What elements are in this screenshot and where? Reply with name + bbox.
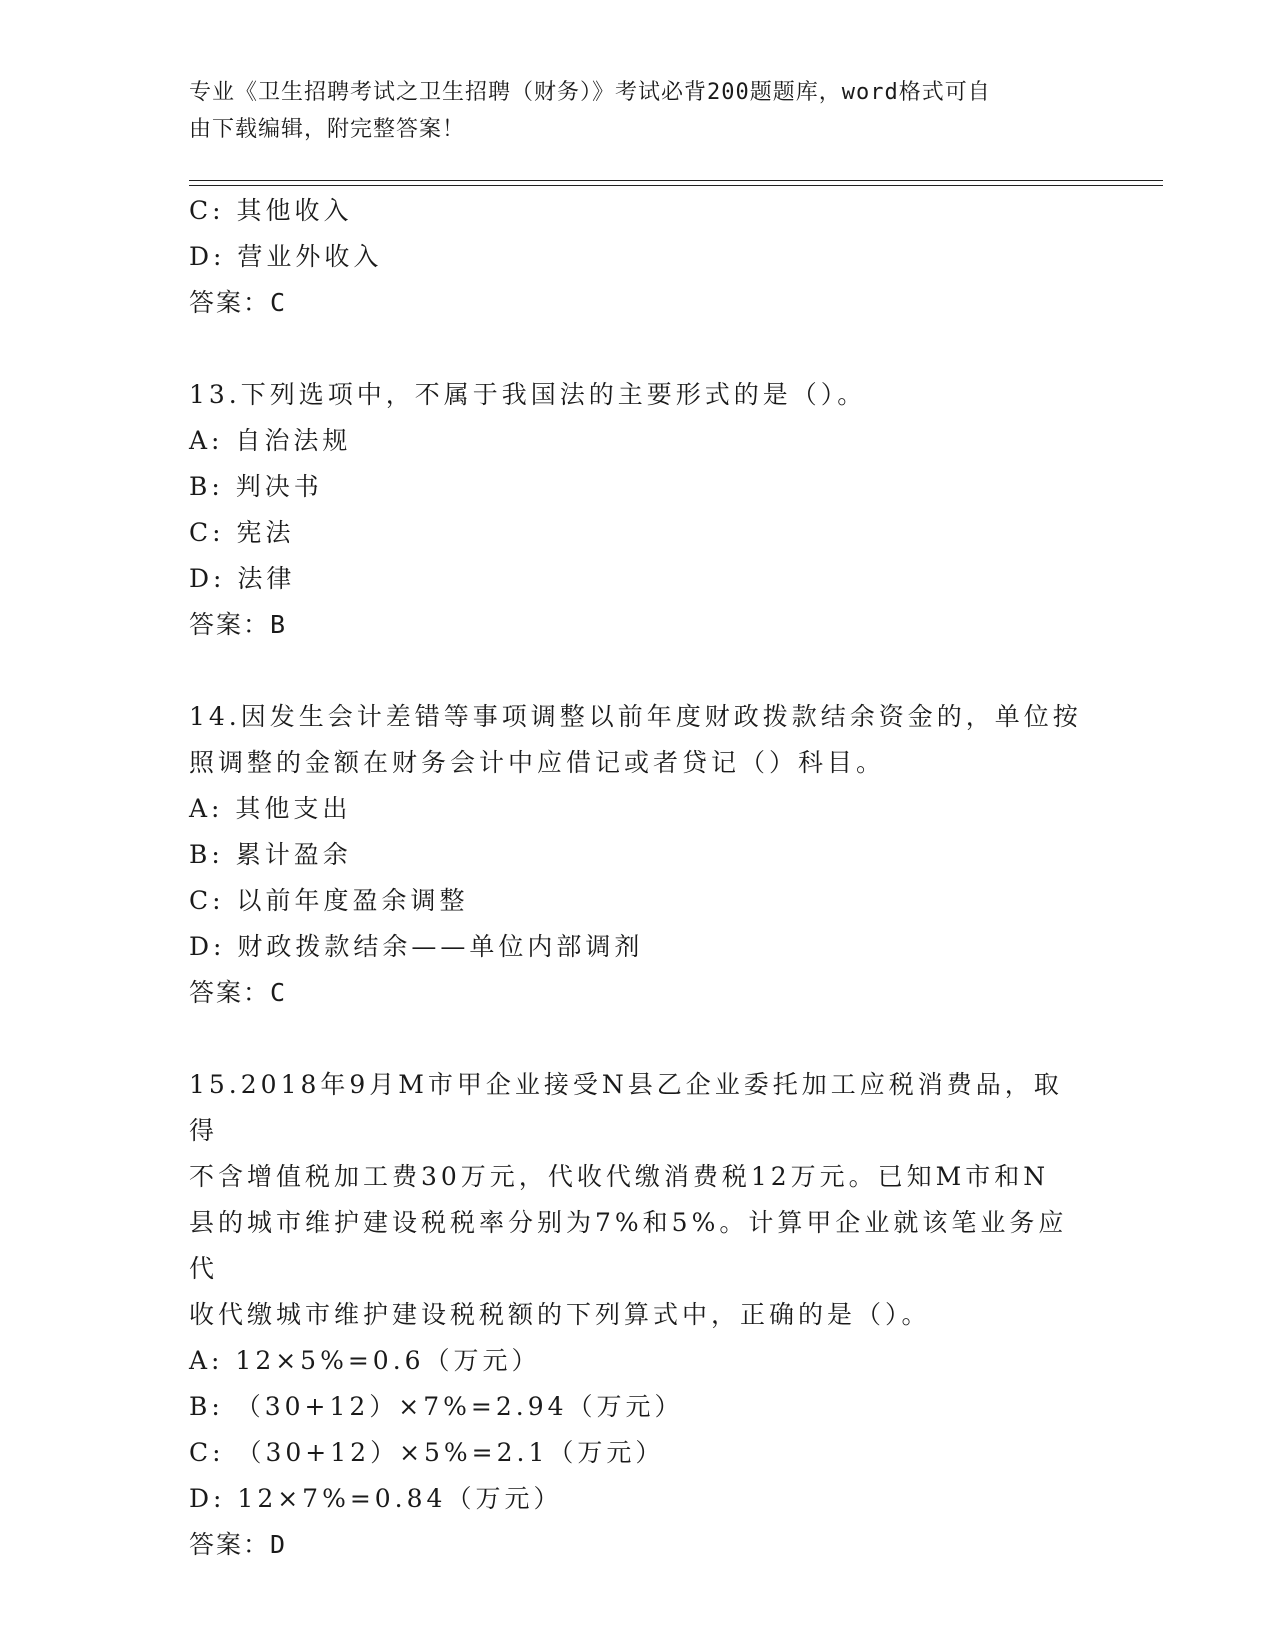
option-c: C: 宪法 [189,518,295,547]
question-text: 15.2018年9月M市甲企业接受N县乙企业委托加工应税消费品，取得 [189,1070,1063,1145]
answer-line: 答案：D [189,1530,288,1559]
answer-line: 答案：B [189,610,288,639]
option-b: B: 判决书 [189,472,323,501]
option-a: A: 自治法规 [189,426,352,455]
question-text: 13.下列选项中，不属于我国法的主要形式的是（）。 [189,380,867,409]
question-15 [189,1062,1089,1568]
spacer [189,326,1089,372]
header-divider [189,180,1163,186]
option-d: D: 营业外收入 [189,242,383,271]
option-d: D: 12×7%=0.84（万元） [189,1484,563,1513]
spacer [189,1016,1089,1062]
option-d: D: 财政拨款结余——单位内部调剂 [189,932,644,961]
question-14 [189,694,1089,1016]
answer-line: 答案：C [189,978,288,1007]
option-c: C: 以前年度盈余调整 [189,886,469,915]
spacer [189,648,1089,694]
question-text: 14.因发生会计差错等事项调整以前年度财政拨款结余资金的，单位按 [189,702,1082,731]
answer-line: 答案：C [189,288,288,317]
option-b: B: （30+12）×7%=2.94（万元） [189,1392,684,1421]
question-text: 不含增值税加工费30万元，代收代缴消费税12万元。已知M市和N [189,1162,1050,1191]
question-text: 县的城市维护建设税税率分别为7%和5%。计算甲企业就该笔业务应代 [189,1208,1068,1283]
question-text: 照调整的金额在财务会计中应借记或者贷记（）科目。 [189,748,886,777]
header-line-2: 由下载编辑，附完整答案！ [189,117,466,142]
partial-question [189,188,1089,326]
document-body [189,188,1089,1568]
question-13 [189,372,1089,648]
option-b: B: 累计盈余 [189,840,352,869]
option-a: A: 其他支出 [189,794,352,823]
option-c: C: 其他收入 [189,196,353,225]
question-text: 收代缴城市维护建设税税额的下列算式中，正确的是（）。 [189,1300,931,1329]
option-a: A: 12×5%=0.6（万元） [189,1346,541,1375]
header-line-1: 专业《卫生招聘考试之卫生招聘（财务）》考试必背200题题库，word格式可自 [189,80,991,105]
option-d: D: 法律 [189,564,296,593]
option-c: C: （30+12）×5%=2.1（万元） [189,1438,665,1467]
document-header [189,74,1089,148]
